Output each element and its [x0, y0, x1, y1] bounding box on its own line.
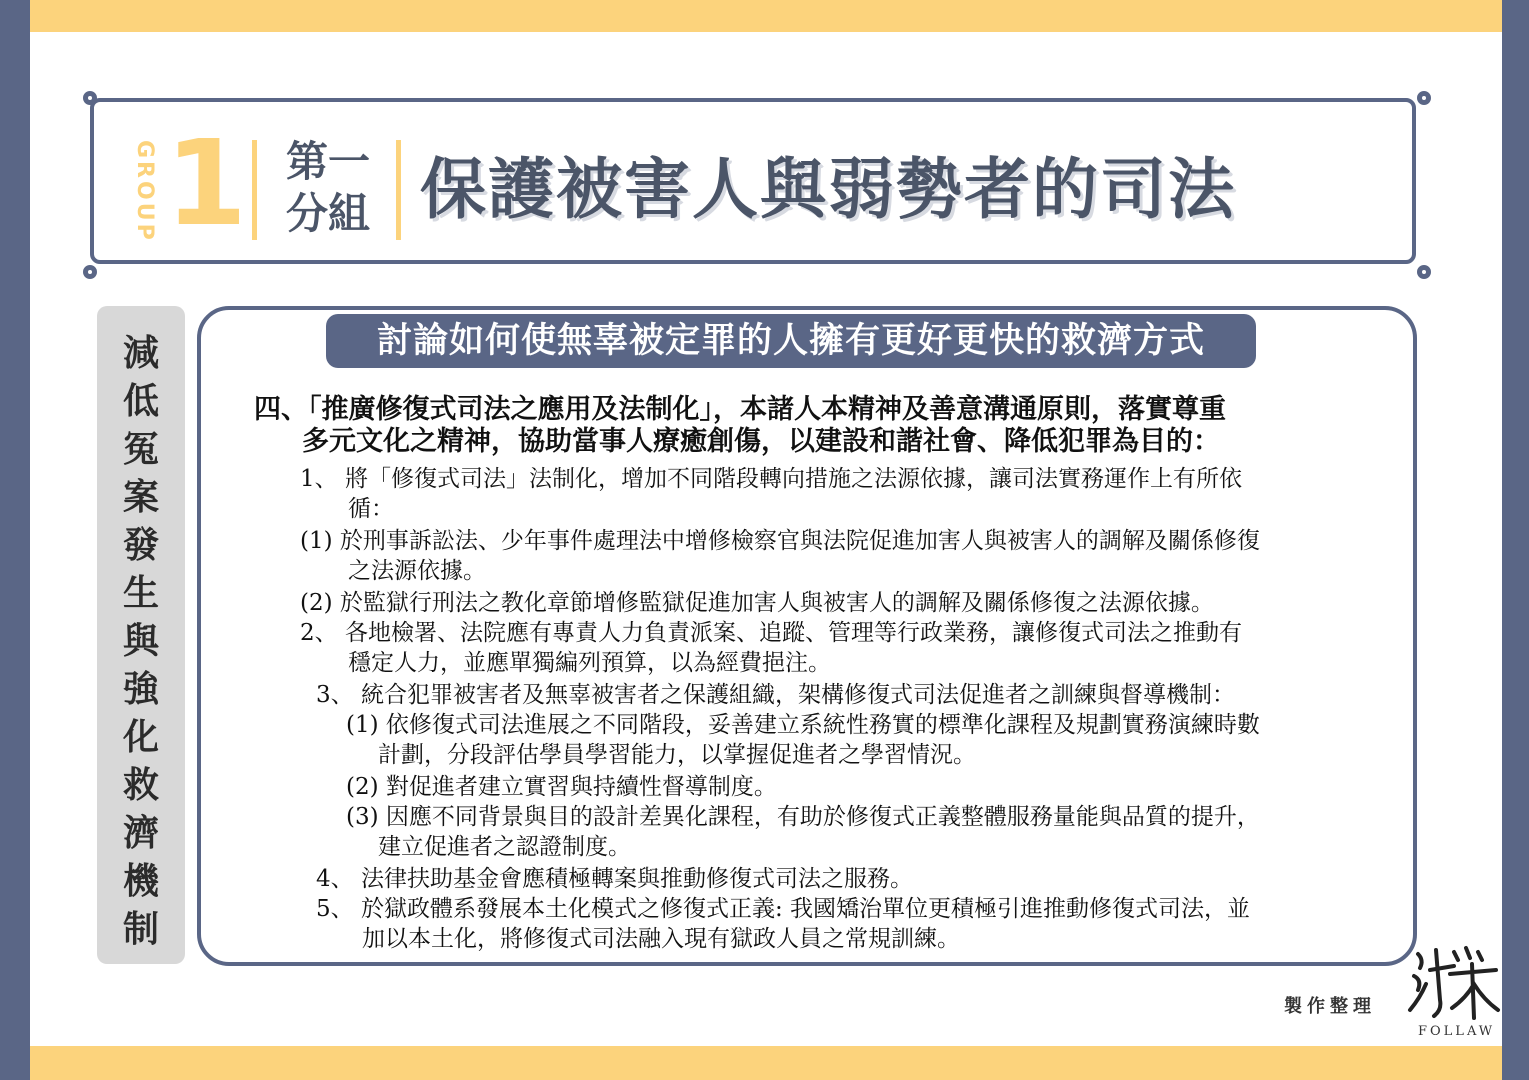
- follaw-logo-icon: [1404, 940, 1504, 1025]
- frame-corner-dot: [83, 265, 97, 279]
- side-label: [97, 330, 185, 954]
- header-divider: [396, 140, 401, 240]
- group-label: [278, 136, 378, 240]
- top-stripe: [0, 0, 1529, 32]
- group-label-line1: 第一: [285, 137, 370, 186]
- frame-corner-dot: [1417, 265, 1431, 279]
- side-label-char: 濟: [122, 813, 159, 854]
- page-title: 保護被害人與弱勢者的司法: [420, 151, 1236, 228]
- side-label-char: 發: [122, 525, 159, 566]
- list-item: 加以本土化，將修復式司法融入現有獄政人員之常規訓練。: [362, 926, 960, 952]
- side-label-char: 化: [122, 717, 159, 758]
- brand-caption: 製作整理: [1284, 996, 1376, 1017]
- list-item: 3、 統合犯罪被害者及無辜被害者之保護組織，架構修復式司法促進者之訓練與督導機制：: [316, 682, 1235, 708]
- side-label-char: 減: [122, 333, 159, 374]
- list-item: 1、 將「修復式司法」法制化，增加不同階段轉向措施之法源依據，讓司法實務運作上有所依: [300, 466, 1242, 492]
- group-number: 1: [165, 114, 248, 252]
- side-label-char: 冤: [122, 429, 159, 470]
- list-item: 計劃，分段評估學員學習能力，以掌握促進者之學習情況。: [378, 742, 976, 768]
- group-word: GROUP: [132, 140, 157, 243]
- side-label-char: 與: [122, 621, 159, 662]
- list-item: (2) 於監獄行刑法之教化章節增修監獄促進加害人與被害人的調解及關係修復之法源依據。: [300, 590, 1214, 616]
- side-label-char: 救: [122, 765, 159, 806]
- section-heading-line: 多元文化之精神，協助當事人療癒創傷，以建設和諧社會、降低犯罪為目的：: [302, 426, 1220, 457]
- header-divider: [252, 140, 257, 240]
- side-label-char: 強: [122, 669, 159, 710]
- side-label-char: 制: [122, 909, 159, 950]
- frame-corner-dot: [83, 91, 97, 105]
- side-label-char: 機: [122, 861, 159, 902]
- side-label-char: 生: [122, 573, 159, 614]
- list-item: 2、 各地檢署、法院應有專責人力負責派案、追蹤、管理等行政業務，讓修復式司法之推動有: [300, 620, 1242, 646]
- section-heading-line: 四、「推廣修復式司法之應用及法制化」，本諸人本精神及善意溝通原則，落實尊重: [254, 394, 1226, 425]
- right-border: [1502, 0, 1529, 1080]
- list-item: 循：: [348, 496, 394, 522]
- section-heading: [254, 394, 1384, 458]
- list-item: (2) 對促進者建立實習與持續性督導制度。: [346, 774, 777, 800]
- left-border: [0, 0, 30, 1080]
- list-item: 4、 法律扶助基金會應積極轉案與推動修復式司法之服務。: [316, 866, 913, 892]
- frame-corner-dot: [1417, 91, 1431, 105]
- list-item: (3) 因應不同背景與目的設計差異化課程，有助於修復式正義整體服務量能與品質的提升，: [346, 804, 1260, 830]
- list-item: 穩定人力，並應單獨編列預算，以為經費挹注。: [348, 650, 831, 676]
- topic-banner: 討論如何使無辜被定罪的人擁有更好更快的救濟方式: [326, 314, 1256, 368]
- side-label-char: 案: [122, 477, 159, 518]
- list-item: 建立促進者之認證制度。: [378, 834, 631, 860]
- bottom-stripe: [0, 1046, 1529, 1080]
- list-item: (1) 於刑事訴訟法、少年事件處理法中增修檢察官與法院促進加害人與被害人的調解及關係修復: [300, 528, 1260, 554]
- brand-name: FOLLAW: [1418, 1024, 1496, 1039]
- list-item: (1) 依修復式司法進展之不同階段，妥善建立系統性務實的標準化課程及規劃實務演練時數: [346, 712, 1260, 738]
- group-label-line2: 分組: [285, 189, 370, 238]
- list-item: 5、 於獄政體系發展本土化模式之修復式正義: 我國矯治單位更積極引進推動修復式司法，並: [316, 896, 1251, 922]
- list-item: 之法源依據。: [348, 558, 486, 584]
- side-label-char: 低: [122, 381, 159, 422]
